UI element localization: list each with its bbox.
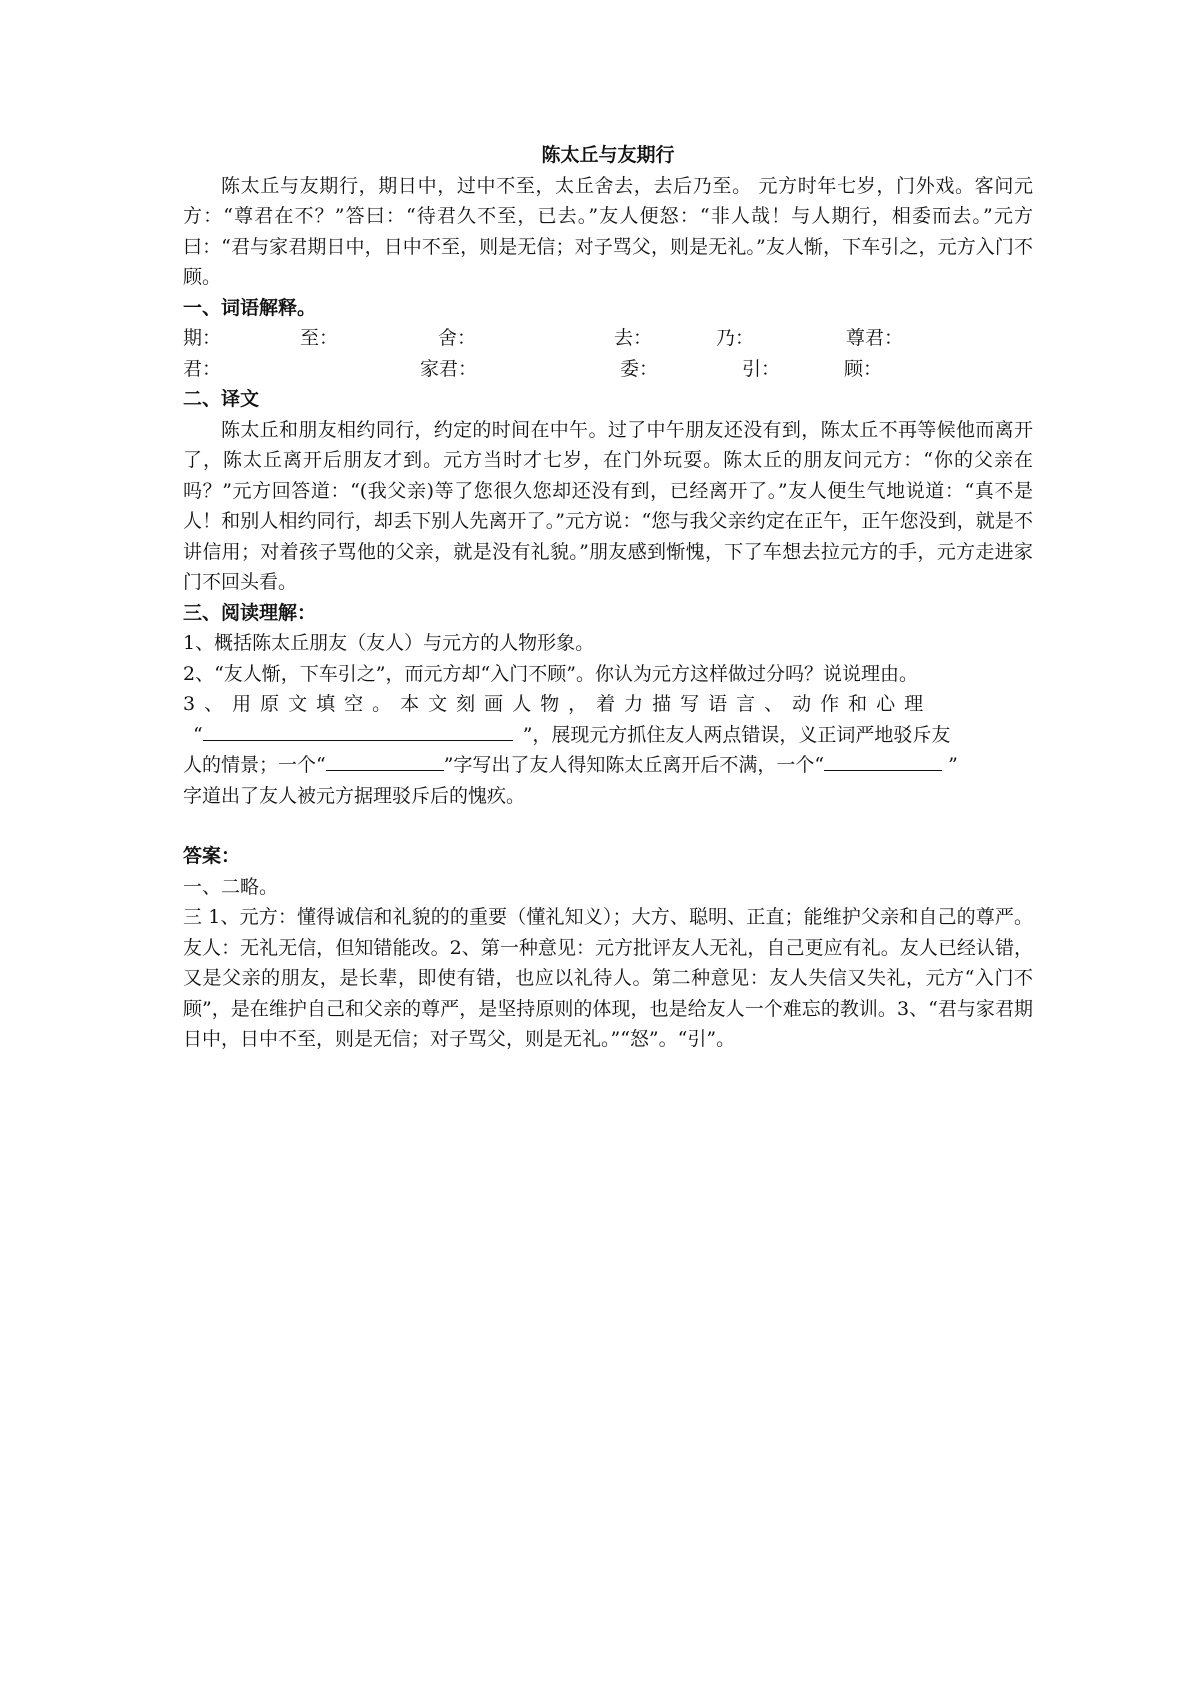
vocab-item: 至：: [300, 327, 339, 349]
question-1: 1、概括陈太丘朋友（友人）与元方的人物形象。: [183, 632, 595, 654]
worksheet-page: [183, 140, 1033, 1055]
section1-heading: 一、词语解释。: [183, 296, 317, 319]
question-3-line1: 3、用原文填空。本文刻画人物，着力描写语言、动作和心理: [183, 693, 933, 715]
answer-blank[interactable]: [203, 720, 513, 741]
classical-passage: 陈太丘与友期行，期日中，过中不至，太丘舍去，去后乃至。 元方时年七岁，门外戏。客问元方：“尊君在不？”答曰：“待君久不至，已去。”友人便怒：“非人哉！与人期行，相委而去。”元方曰：“君与家君期日中，日中不至，则是无信；对子骂父，则是无礼。”友人惭，下车引之，元方入门不顾。: [183, 174, 1033, 288]
vocab-item: 委：: [620, 357, 659, 380]
page-title: 陈太丘与友期行: [541, 144, 675, 166]
answers-line1: 一、二略。: [183, 875, 279, 898]
question-3-line3: 人的情景；一个“ ”字写出了友人得知陈太丘离开后不满，一个“ ”: [183, 750, 1033, 781]
question-3-line4: 字道出了友人被元方据理驳斥后的愧疚。: [183, 784, 526, 807]
vocab-item: 乃：: [716, 327, 755, 349]
vocab-item: 顾：: [844, 357, 883, 380]
answers-heading: 答案：: [183, 845, 241, 867]
answer-blank[interactable]: [824, 750, 942, 771]
section3-heading: 三、阅读理解：: [183, 601, 317, 624]
answer-blank[interactable]: [326, 750, 444, 771]
vocab-item: 尊君：: [846, 327, 904, 349]
vocab-row-2: [183, 354, 1033, 385]
vocab-item: 舍：: [438, 327, 477, 349]
vocab-row-1: [183, 323, 1033, 354]
translation-text: 陈太丘和朋友相约同行，约定的时间在中午。过了中午朋友还没有到，陈太丘不再等候他而离开了，陈太丘离开后朋友才到。元方当时才七岁，在门外玩耍。陈太丘的朋友问元方：“你的父亲在吗？”元方回答道：“(我父亲)等了您很久您却还没有到，已经离开了。”友人便生气地说道：“真不是人！和别人相约同行，却丢下别人先离开了。”元方说：“您与我父亲约定在正午，正午您没到，就是不讲信用；对着孩子骂他的父亲，就是没有礼貌。”朋友感到惭愧，下了车想去拉元方的手，元方走进家门不回头看。: [183, 418, 1033, 593]
section2-heading: 二、译文: [183, 388, 260, 410]
vocab-item: 去：: [614, 327, 653, 349]
question-2: 2、“友人惭，下车引之”，而元方却“入门不顾”。你认为元方这样做过分吗？说说理由。: [183, 662, 918, 685]
vocab-item: 引：: [742, 357, 781, 380]
question-3-line2: “ ”，展现元方抓住友人两点错误，义正词严地驳斥友: [183, 720, 1033, 751]
vocab-item: 君：: [183, 357, 222, 380]
answers-text: 三 1、元方：懂得诚信和礼貌的的重要（懂礼知义）；大方、聪明、正直；能维护父亲和自己的尊严。友人：无礼无信，但知错能改。2、第一种意见：元方批评友人无礼，自己更应有礼。友人已经认错，又是父亲的朋友，是长辈，即使有错，也应以礼待人。第二种意见：友人失信又失礼，元方“入门不顾”，是在维护自己和父亲的尊严，是坚持原则的体现，也是给友人一个难忘的教训。3、“君与家君期日中，日中不至，则是无信；对子骂父，则是无礼。”“怒”。“引”。: [183, 906, 1033, 1050]
vocab-item: 家君：: [420, 357, 478, 380]
vocab-item: 期：: [183, 327, 222, 349]
